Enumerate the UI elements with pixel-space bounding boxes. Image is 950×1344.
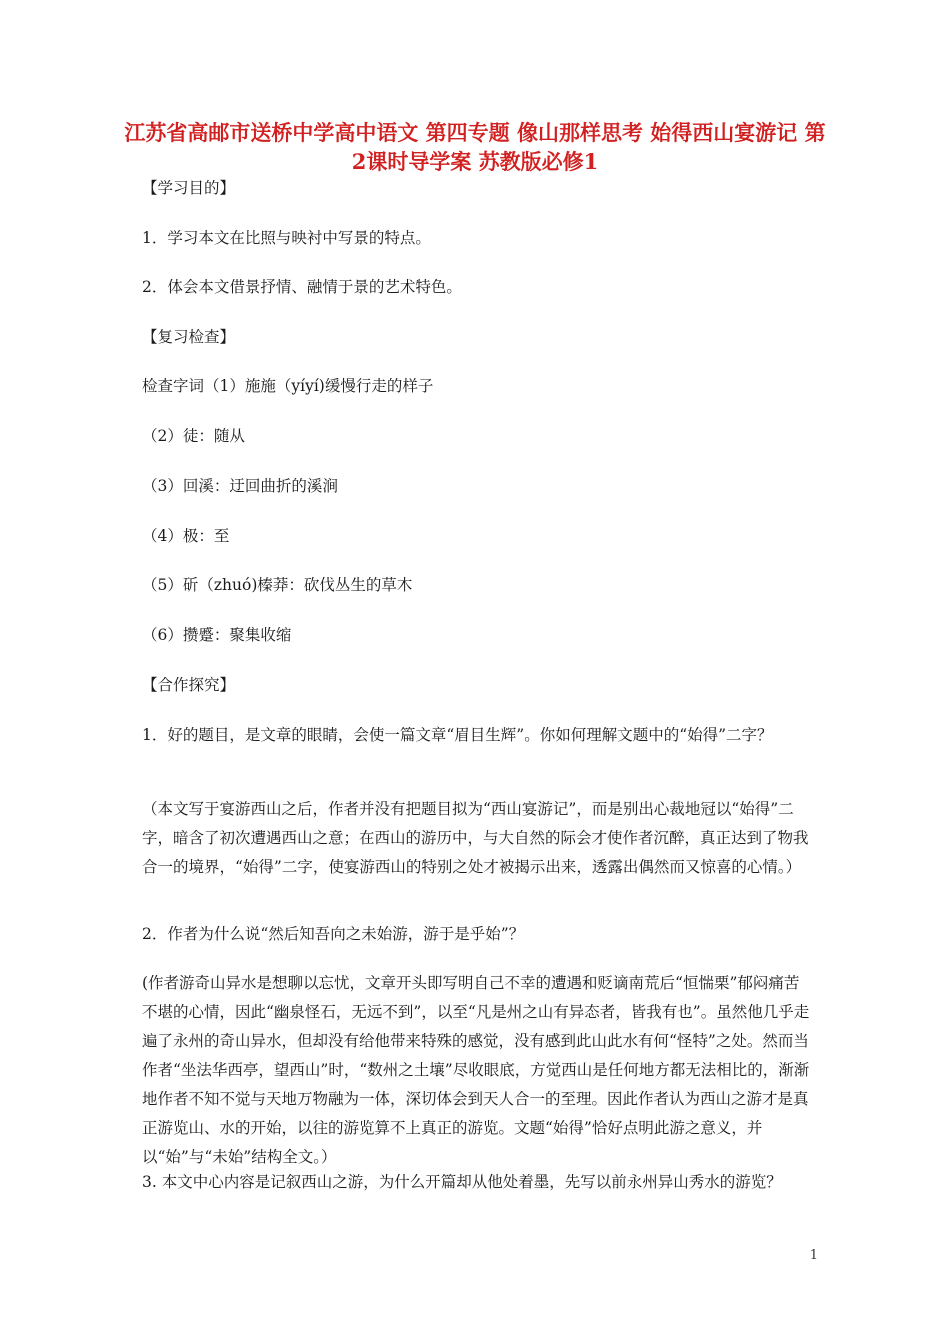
objective-2: 2．体会本文借景抒情、融情于景的艺术特色。 bbox=[142, 278, 462, 296]
review-item-6: （6）攒蹙：聚集收缩 bbox=[142, 626, 292, 644]
answer-1: （本文写于宴游西山之后，作者并没有把题目拟为“西山宴游记”，而是别出心裁地冠以“始得”二字，暗含了初次遭遇西山之意；在西山的游历中，与大自然的际会才使作者沉醉，真正达到了物我合一的境界，“始得”二字，使宴游西山的特别之处才被揭示出来，透露出偶然而又惊喜的心情。） bbox=[142, 800, 809, 876]
review-item-4: （4）极：至 bbox=[142, 527, 230, 545]
document-title: 江苏省高邮市送桥中学高中语文 第四专题 像山那样思考 始得西山宴游记 第2课时导学案 苏教版必修1 bbox=[124, 120, 826, 174]
question-2: 2．作者为什么说“然后知吾向之未始游，游于是乎始”？ bbox=[142, 925, 525, 943]
objectives-heading: 【学习目的】 bbox=[142, 179, 236, 197]
review-item-2: （2）徒：随从 bbox=[142, 427, 245, 445]
page-number: 1 bbox=[809, 1248, 818, 1263]
answer-2: (作者游奇山异水是想聊以忘忧，文章开头即写明自己不幸的遭遇和贬谪南荒后“恒惴栗”郁闷痛苦不堪的心情，因此“幽泉怪石，无远不到”，以至“凡是州之山有异态者，皆我有也”。虽然他几乎走遍了永州的奇山异水，但却没有给他带来特殊的感觉，没有感到此山此水有何“怪特”之处。然而当作者“坐法华西亭，望西山”时，“数州之土壤”尽收眼底，方觉西山是任何地方都无法相比的，渐渐地作者不知不觉与天地万物融为一体，深切体会到天人合一的至理。因此作者认为西山之游才是真正游览山、水的开始，以往的游览算不上真正的游览。文题“始得”恰好点明此游之意义，并以“始”与“未始”结构全文。） bbox=[142, 974, 810, 1166]
question-1: 1．好的题目，是文章的眼睛，会使一篇文章“眉目生辉”。你如何理解文题中的“始得”二字？ bbox=[142, 726, 773, 744]
review-item-1: 检查字词（1）施施（yíyí)缓慢行走的样子 bbox=[142, 377, 434, 395]
explore-heading: 【合作探究】 bbox=[142, 676, 236, 694]
review-heading: 【复习检查】 bbox=[142, 328, 236, 346]
review-item-5: （5）斫（zhuó)榛莽：砍伐丛生的草木 bbox=[142, 576, 413, 594]
objective-1: 1．学习本文在比照与映衬中写景的特点。 bbox=[142, 229, 431, 247]
question-3: 3. 本文中心内容是记叙西山之游，为什么开篇却从他处着墨，先写以前永州异山秀水的游览？ bbox=[142, 1173, 782, 1191]
review-item-3: （3）回溪：迂回曲折的溪涧 bbox=[142, 477, 338, 495]
